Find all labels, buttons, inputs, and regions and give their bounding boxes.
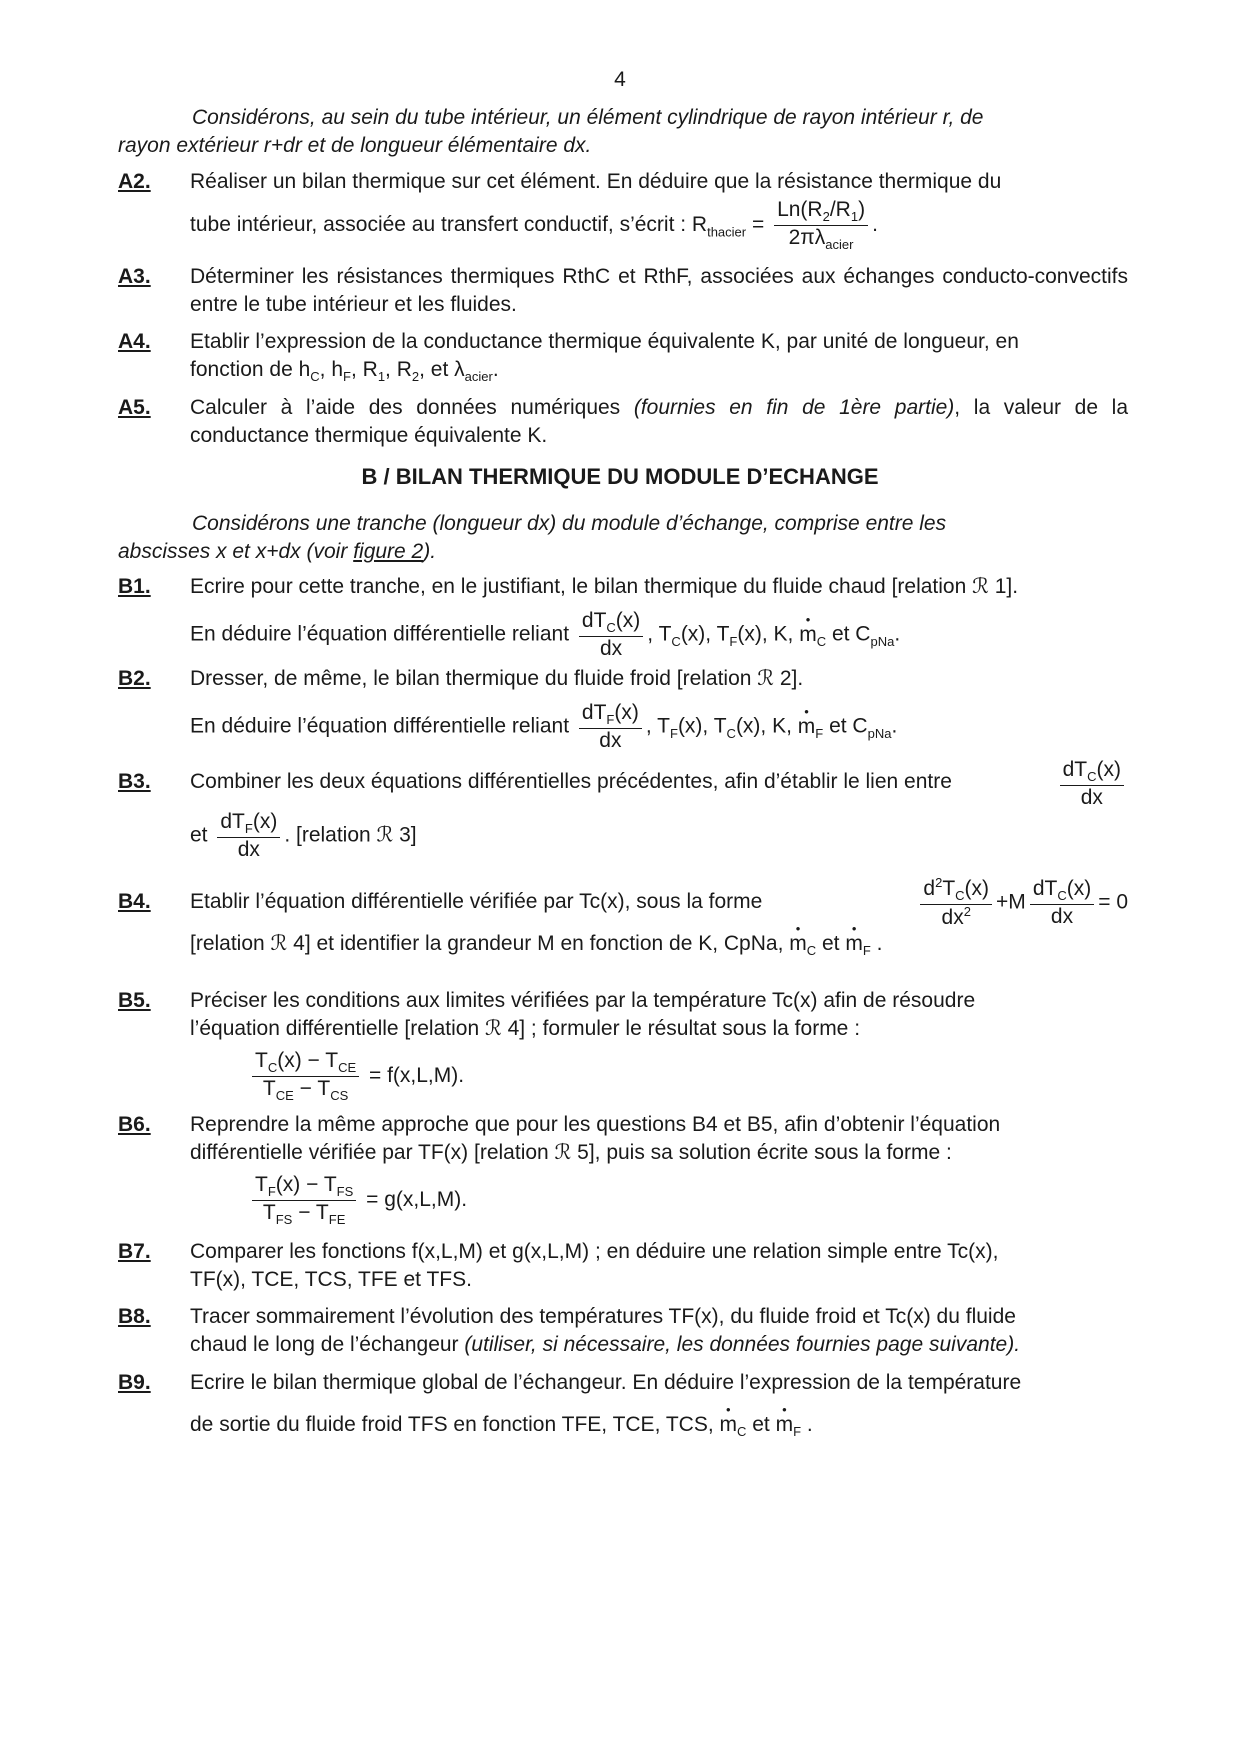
b5-equation: $\frac{T_C(x) - T_{CE}}{T_{CE} - T_{CS}}$ = f(x,L,M). <box>248 1049 1128 1104</box>
question-b4 <box>118 876 1128 965</box>
question-label: B1. <box>118 575 151 598</box>
question-text: Etablir l’équation différentielle vérifiée par Tc(x), sous la forme $\frac{d^2T_C(x)}{dx^2}$ +M $\frac{dT_C(x)}{dx}$ = 0 <box>190 875 1128 930</box>
question-label: B8. <box>118 1305 151 1328</box>
question-text: Préciser les conditions aux limites vérifiées par la température Tc(x) afin de résoudre <box>190 989 976 1012</box>
page-number: 4 <box>614 68 626 91</box>
question-b2 <box>118 665 1128 753</box>
question-label: A5. <box>118 396 151 419</box>
question-text-2: de sortie du fluide froid TFS en fonction TFE, TCE, TCS, • $m_C$ et • $m_F$ . <box>190 1411 1128 1446</box>
intro-a-line2: rayon extérieur r+dr et de longueur élémentaire dx. <box>118 134 592 157</box>
intro-paragraph-b <box>118 510 1128 566</box>
question-label: B5. <box>118 989 151 1012</box>
question-b8 <box>118 1303 1128 1359</box>
question-text-2: fonction de $h_C$, $h_F$, $R_1$, $R_2$, et $\lambda_{acier}$. <box>190 358 499 385</box>
question-text: Dresser, de même, le bilan thermique du fluide froid [relation ℛ 2]. <box>190 667 804 690</box>
question-text-2: l’équation différentielle [relation ℛ 4] ; formuler le résultat sous la forme : <box>190 1017 861 1040</box>
section-heading-b: B / BILAN THERMIQUE DU MODULE D’ECHANGE <box>361 464 879 489</box>
question-label: B9. <box>118 1371 151 1394</box>
question-text: Etablir l’expression de la conductance thermique équivalente K, par unité de longueur, en <box>190 330 1019 353</box>
question-a2 <box>118 168 1128 253</box>
intro-b-line1: Considérons une tranche (longueur dx) du module d’échange, comprise entre les <box>192 512 947 535</box>
question-text: Combiner les deux équations différentielles précédentes, afin d’établir le lien entre $dT_C(x)$ dx <box>190 758 1128 796</box>
question-text: Calculer à l’aide des données numériques (fournies en fin de 1ère partie), la valeur de la conductance thermique équivalente K. <box>190 396 1129 447</box>
question-text-2: En déduire l’équation différentielle reliant $\frac{dT_F(x)}{dx}$ , $T_F(x)$, $T_C(x)$, K, • $m_F$ et $C_{pNa}$. <box>190 701 1128 753</box>
question-label: B7. <box>118 1240 151 1263</box>
intro-b-line2: abscisses x et x+dx (voir figure 2). <box>118 540 437 563</box>
intro-paragraph-a <box>118 104 1128 160</box>
question-label: A2. <box>118 170 151 193</box>
question-text: Ecrire le bilan thermique global de l’échangeur. En déduire l’expression de la température <box>190 1371 1022 1394</box>
question-text-2: chaud le long de l’échangeur (utiliser, si nécessaire, les données fournies page suivante). <box>190 1333 1021 1356</box>
question-text-2: TF(x), TCE, TCS, TFE et TFS. <box>190 1268 472 1291</box>
question-text: Tracer sommairement l’évolution des températures TF(x), du fluide froid et Tc(x) du fluide <box>190 1305 1016 1328</box>
question-label: A3. <box>118 265 151 288</box>
b6-equation: $\frac{T_F(x) - T_{FS}}{T_{FS} - T_{FE}}$ = g(x,L,M). <box>248 1173 1128 1228</box>
question-b9 <box>118 1369 1128 1446</box>
figure-2-link[interactable]: figure 2 <box>353 540 424 563</box>
question-label: B3. <box>118 770 151 793</box>
question-text: Comparer les fonctions f(x,L,M) et g(x,L,M) ; en déduire une relation simple entre Tc(x), <box>190 1240 999 1263</box>
question-label: B2. <box>118 667 151 690</box>
question-label: B6. <box>118 1113 151 1136</box>
question-text-2: différentielle vérifiée par TF(x) [relation ℛ 5], puis sa solution écrite sous la forme : <box>190 1141 952 1164</box>
question-a3 <box>118 263 1128 319</box>
question-label: A4. <box>118 330 151 353</box>
question-a4 <box>118 328 1128 391</box>
question-text: Reprendre la même approche que pour les questions B4 et B5, afin d’obtenir l’équation <box>190 1113 1001 1136</box>
question-text-2: [relation ℛ 4] et identifier la grandeur M en fonction de K, CpNa, • $m_C$ et • $m_F$ . <box>190 930 1128 965</box>
question-b6 <box>118 1111 1128 1228</box>
resistance-formula-line: tube intérieur, associée au transfert conductif, s’écrit : $R_{thacier}$ = $\frac{Ln(R_2/R_1)}{2\pi\lambda_{acier}}$ . <box>190 198 878 253</box>
question-b7 <box>118 1238 1128 1294</box>
question-b3 <box>118 758 1128 863</box>
question-text: Ecrire pour cette tranche, en le justifiant, le bilan thermique du fluide chaud [relation ℛ 1]. <box>190 575 1019 598</box>
question-a5 <box>118 394 1128 450</box>
b4-equation: $\frac{d^2T_C(x)}{dx^2}$ +M $\frac{dT_C(x)}{dx}$ = 0 <box>916 876 1128 930</box>
intro-a-line1: Considérons, au sein du tube intérieur, un élément cylindrique de rayon intérieur r, de <box>192 106 984 129</box>
question-text: Réaliser un bilan thermique sur cet élément. En déduire que la résistance thermique du <box>190 170 1002 193</box>
question-label: B4. <box>118 890 151 913</box>
question-text-2: et $\frac{dT_F(x)}{dx}$ . [relation ℛ 3] <box>190 810 417 862</box>
question-b1 <box>118 573 1128 661</box>
question-b5 <box>118 987 1128 1104</box>
question-text: Déterminer les résistances thermiques RthC et RthF, associées aux échanges conducto-convectifs entre le tube intérieur et les fluides. <box>190 265 1128 316</box>
question-text-2: En déduire l’équation différentielle reliant $\frac{dT_C(x)}{dx}$ , $T_C(x)$, $T_F(x)$, K, • $m_C$ et $C_{pNa}$. <box>190 609 1128 661</box>
resistance-fraction: $\frac{Ln(R_2/R_1)}{2\pi\lambda_{acier}}$ <box>774 198 868 253</box>
